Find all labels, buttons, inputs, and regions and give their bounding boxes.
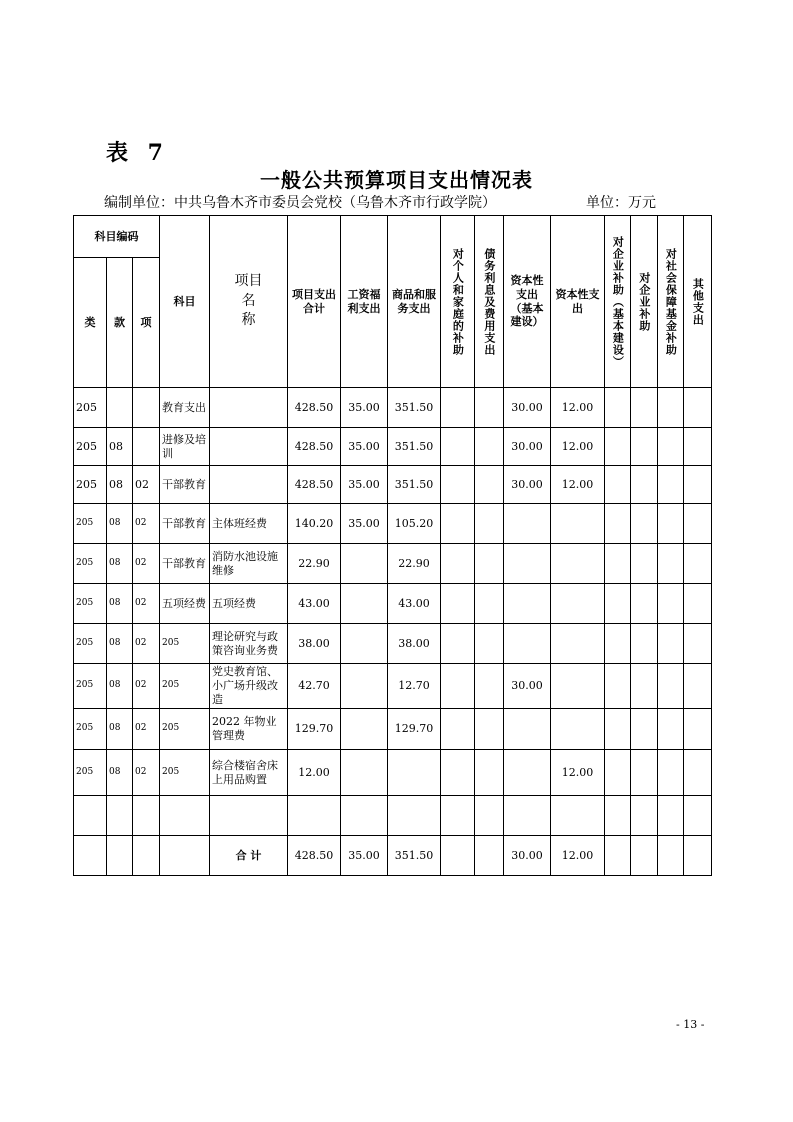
cell-wage xyxy=(341,796,388,836)
cell-lei: 205 xyxy=(74,664,107,709)
total-cell-capital: 12.00 xyxy=(551,836,605,876)
cell-name: 主体班经费 xyxy=(210,504,288,544)
header-personal xyxy=(441,216,475,388)
cell-xiang xyxy=(133,796,160,836)
cell-xiang: 02 xyxy=(133,584,160,624)
cell-other xyxy=(684,709,712,750)
total-cell-goods: 351.50 xyxy=(388,836,441,876)
cell-subject xyxy=(160,796,210,836)
cell-goods: 12.70 xyxy=(388,664,441,709)
cell-capital-basic xyxy=(504,709,551,750)
cell-total: 140.20 xyxy=(288,504,341,544)
cell-social xyxy=(658,504,684,544)
table-row xyxy=(74,709,712,750)
cell-enterprise xyxy=(631,544,658,584)
cell-enterprise-basic xyxy=(605,584,631,624)
cell-debt xyxy=(475,466,504,504)
cell-enterprise xyxy=(631,796,658,836)
cell-enterprise xyxy=(631,664,658,709)
cell-xiang: 02 xyxy=(133,544,160,584)
header-project-name xyxy=(210,216,288,388)
cell-enterprise-basic xyxy=(605,750,631,796)
cell-capital: 12.00 xyxy=(551,466,605,504)
page-number: - 13 - xyxy=(676,1018,705,1031)
cell-xiang xyxy=(133,428,160,466)
cell-total: 428.50 xyxy=(288,428,341,466)
total-row xyxy=(74,836,712,876)
cell-personal xyxy=(441,750,475,796)
cell-other xyxy=(684,544,712,584)
cell-capital-basic xyxy=(504,796,551,836)
cell-capital xyxy=(551,664,605,709)
cell-lei: 205 xyxy=(74,428,107,466)
cell-social xyxy=(658,584,684,624)
cell-debt xyxy=(475,664,504,709)
cell-wage: 35.00 xyxy=(341,388,388,428)
cell-debt xyxy=(475,428,504,466)
total-label: 合 计 xyxy=(210,836,288,876)
table-row xyxy=(74,428,712,466)
cell-enterprise-basic xyxy=(605,428,631,466)
cell-lei: 205 xyxy=(74,544,107,584)
cell-goods: 129.70 xyxy=(388,709,441,750)
cell-capital xyxy=(551,624,605,664)
cell-wage xyxy=(341,544,388,584)
header-lei: 类 xyxy=(74,258,107,388)
cell-capital xyxy=(551,796,605,836)
cell-name: 综合楼宿舍床上用品购置 xyxy=(210,750,288,796)
cell-total: 428.50 xyxy=(288,388,341,428)
cell-kuan: 08 xyxy=(107,624,133,664)
table-label: 表 7 xyxy=(106,140,169,166)
cell-kuan: 08 xyxy=(107,504,133,544)
cell-debt xyxy=(475,750,504,796)
cell-debt xyxy=(475,544,504,584)
table-row xyxy=(74,504,712,544)
cell-capital xyxy=(551,709,605,750)
header-goods: 商品和服务支出 xyxy=(388,216,441,388)
cell-xiang: 02 xyxy=(133,664,160,709)
total-cell-enterprise-basic xyxy=(605,836,631,876)
cell-enterprise xyxy=(631,750,658,796)
cell-total: 129.70 xyxy=(288,709,341,750)
cell-personal xyxy=(441,584,475,624)
total-cell-debt xyxy=(475,836,504,876)
total-cell-wage: 35.00 xyxy=(341,836,388,876)
cell-kuan: 08 xyxy=(107,584,133,624)
table-row xyxy=(74,584,712,624)
cell-subject: 干部教育 xyxy=(160,504,210,544)
cell-lei: 205 xyxy=(74,584,107,624)
cell-total: 42.70 xyxy=(288,664,341,709)
cell-subject: 教育支出 xyxy=(160,388,210,428)
cell-debt xyxy=(475,504,504,544)
cell-debt xyxy=(475,584,504,624)
header-social xyxy=(658,216,684,388)
cell-personal xyxy=(441,709,475,750)
header-xiang: 项 xyxy=(133,258,160,388)
cell-enterprise xyxy=(631,428,658,466)
total-cell-personal xyxy=(441,836,475,876)
cell-wage xyxy=(341,664,388,709)
header-wage: 工资福利支出 xyxy=(341,216,388,388)
cell-lei: 205 xyxy=(74,504,107,544)
cell-wage xyxy=(341,709,388,750)
cell-capital-basic: 30.00 xyxy=(504,664,551,709)
table-row xyxy=(74,664,712,709)
organization-line: 编制单位：中共乌鲁木齐市委员会党校（乌鲁木齐市行政学院） xyxy=(104,195,496,211)
cell-social xyxy=(658,709,684,750)
cell-enterprise-basic xyxy=(605,544,631,584)
cell-enterprise xyxy=(631,504,658,544)
cell-enterprise-basic xyxy=(605,664,631,709)
cell-xiang: 02 xyxy=(133,466,160,504)
cell-name xyxy=(210,388,288,428)
cell-social xyxy=(658,388,684,428)
cell-kuan xyxy=(107,796,133,836)
cell-total: 43.00 xyxy=(288,584,341,624)
cell-personal xyxy=(441,466,475,504)
cell-enterprise-basic xyxy=(605,466,631,504)
cell-other xyxy=(684,750,712,796)
cell-capital: 12.00 xyxy=(551,428,605,466)
cell-enterprise xyxy=(631,624,658,664)
header-personal-text: 对个人和家庭的补助 xyxy=(451,247,465,356)
cell-kuan: 08 xyxy=(107,750,133,796)
cell-capital-basic: 30.00 xyxy=(504,428,551,466)
cell-other xyxy=(684,466,712,504)
cell-other xyxy=(684,796,712,836)
header-total: 项目支出合计 xyxy=(288,216,341,388)
cell-subject: 五项经费 xyxy=(160,584,210,624)
cell-xiang xyxy=(133,388,160,428)
cell-xiang: 02 xyxy=(133,750,160,796)
cell-personal xyxy=(441,388,475,428)
cell-lei: 205 xyxy=(74,709,107,750)
cell-subject: 205 xyxy=(160,750,210,796)
cell-enterprise-basic xyxy=(605,504,631,544)
cell-enterprise-basic xyxy=(605,709,631,750)
header-project-name-text: 项目 名 称 xyxy=(234,273,263,329)
cell-other xyxy=(684,624,712,664)
cell-goods: 43.00 xyxy=(388,584,441,624)
cell-capital-basic: 30.00 xyxy=(504,388,551,428)
table-row xyxy=(74,388,712,428)
table-row xyxy=(74,624,712,664)
cell-kuan: 08 xyxy=(107,709,133,750)
header-capital: 资本性支出 xyxy=(551,216,605,388)
cell-debt xyxy=(475,796,504,836)
cell-name xyxy=(210,796,288,836)
unit-line: 单位：万元 xyxy=(586,195,656,211)
cell-total: 22.90 xyxy=(288,544,341,584)
cell-social xyxy=(658,664,684,709)
cell-capital xyxy=(551,584,605,624)
cell-name xyxy=(210,466,288,504)
cell-lei: 205 xyxy=(74,466,107,504)
table-row xyxy=(74,544,712,584)
header-enterprise xyxy=(631,216,658,388)
cell-name: 2022 年物业管理费 xyxy=(210,709,288,750)
cell-social xyxy=(658,544,684,584)
cell-enterprise xyxy=(631,466,658,504)
cell-kuan: 08 xyxy=(107,428,133,466)
header-enterprise-basic xyxy=(605,216,631,388)
cell-capital: 12.00 xyxy=(551,750,605,796)
cell-goods: 22.90 xyxy=(388,544,441,584)
cell-enterprise xyxy=(631,584,658,624)
cell-total: 12.00 xyxy=(288,750,341,796)
cell-xiang: 02 xyxy=(133,709,160,750)
cell-other xyxy=(684,504,712,544)
cell-social xyxy=(658,428,684,466)
cell-social xyxy=(658,750,684,796)
cell-wage xyxy=(341,584,388,624)
header-kuan: 款 xyxy=(107,258,133,388)
budget-table xyxy=(73,215,712,876)
cell-empty xyxy=(107,836,133,876)
cell-goods xyxy=(388,796,441,836)
header-capital-basic: 资本性支出（基本建设） xyxy=(504,216,551,388)
cell-enterprise xyxy=(631,709,658,750)
cell-kuan: 08 xyxy=(107,466,133,504)
cell-social xyxy=(658,466,684,504)
cell-subject: 干部教育 xyxy=(160,466,210,504)
cell-capital xyxy=(551,544,605,584)
total-cell-social xyxy=(658,836,684,876)
cell-xiang: 02 xyxy=(133,504,160,544)
cell-social xyxy=(658,796,684,836)
cell-enterprise-basic xyxy=(605,624,631,664)
cell-enterprise-basic xyxy=(605,388,631,428)
cell-goods: 38.00 xyxy=(388,624,441,664)
cell-debt xyxy=(475,624,504,664)
cell-capital-basic xyxy=(504,504,551,544)
cell-wage: 35.00 xyxy=(341,428,388,466)
cell-enterprise xyxy=(631,388,658,428)
header-other-text: 其他支出 xyxy=(691,277,705,326)
table-row xyxy=(74,466,712,504)
cell-personal xyxy=(441,428,475,466)
cell-enterprise-basic xyxy=(605,796,631,836)
total-cell-enterprise xyxy=(631,836,658,876)
cell-personal xyxy=(441,504,475,544)
cell-goods: 351.50 xyxy=(388,428,441,466)
table-row xyxy=(74,796,712,836)
total-cell-capital-basic: 30.00 xyxy=(504,836,551,876)
cell-capital-basic xyxy=(504,624,551,664)
header-debt xyxy=(475,216,504,388)
cell-name: 五项经费 xyxy=(210,584,288,624)
header-enterprise-basic-text: 对企业补助（基本建设） xyxy=(611,235,625,368)
header-other xyxy=(684,216,712,388)
cell-empty xyxy=(74,836,107,876)
cell-lei: 205 xyxy=(74,388,107,428)
cell-wage: 35.00 xyxy=(341,466,388,504)
cell-goods xyxy=(388,750,441,796)
cell-personal xyxy=(441,664,475,709)
cell-name: 党史教育馆、小广场升级改造 xyxy=(210,664,288,709)
total-cell-total: 428.50 xyxy=(288,836,341,876)
cell-capital-basic xyxy=(504,750,551,796)
cell-capital-basic xyxy=(504,584,551,624)
cell-capital-basic: 30.00 xyxy=(504,466,551,504)
cell-wage xyxy=(341,624,388,664)
cell-debt xyxy=(475,388,504,428)
header-subject-code: 科目编码 xyxy=(74,216,160,258)
cell-capital: 12.00 xyxy=(551,388,605,428)
cell-name xyxy=(210,428,288,466)
cell-kuan: 08 xyxy=(107,664,133,709)
cell-subject: 干部教育 xyxy=(160,544,210,584)
cell-other xyxy=(684,428,712,466)
cell-goods: 351.50 xyxy=(388,388,441,428)
document-title: 一般公共预算项目支出情况表 xyxy=(260,168,533,192)
cell-name: 理论研究与政策咨询业务费 xyxy=(210,624,288,664)
cell-personal xyxy=(441,624,475,664)
cell-debt xyxy=(475,709,504,750)
cell-total: 38.00 xyxy=(288,624,341,664)
cell-other xyxy=(684,584,712,624)
header-debt-text: 债务利息及费用支出 xyxy=(482,247,496,356)
cell-name: 消防水池设施维修 xyxy=(210,544,288,584)
cell-subject: 进修及培训 xyxy=(160,428,210,466)
cell-personal xyxy=(441,544,475,584)
cell-subject: 205 xyxy=(160,709,210,750)
cell-kuan: 08 xyxy=(107,544,133,584)
cell-empty xyxy=(133,836,160,876)
cell-lei xyxy=(74,796,107,836)
cell-capital xyxy=(551,504,605,544)
cell-total xyxy=(288,796,341,836)
cell-wage: 35.00 xyxy=(341,504,388,544)
cell-lei: 205 xyxy=(74,624,107,664)
cell-goods: 351.50 xyxy=(388,466,441,504)
cell-empty xyxy=(160,836,210,876)
cell-social xyxy=(658,624,684,664)
cell-personal xyxy=(441,796,475,836)
cell-goods: 105.20 xyxy=(388,504,441,544)
cell-subject: 205 xyxy=(160,624,210,664)
table-row xyxy=(74,750,712,796)
header-social-text: 对社会保障基金补助 xyxy=(664,247,678,356)
cell-other xyxy=(684,388,712,428)
header-subject: 科目 xyxy=(160,216,210,388)
cell-xiang: 02 xyxy=(133,624,160,664)
cell-other xyxy=(684,664,712,709)
cell-total: 428.50 xyxy=(288,466,341,504)
cell-lei: 205 xyxy=(74,750,107,796)
total-cell-other xyxy=(684,836,712,876)
header-enterprise-text: 对企业补助 xyxy=(637,271,651,332)
cell-subject: 205 xyxy=(160,664,210,709)
cell-kuan xyxy=(107,388,133,428)
cell-wage xyxy=(341,750,388,796)
cell-capital-basic xyxy=(504,544,551,584)
